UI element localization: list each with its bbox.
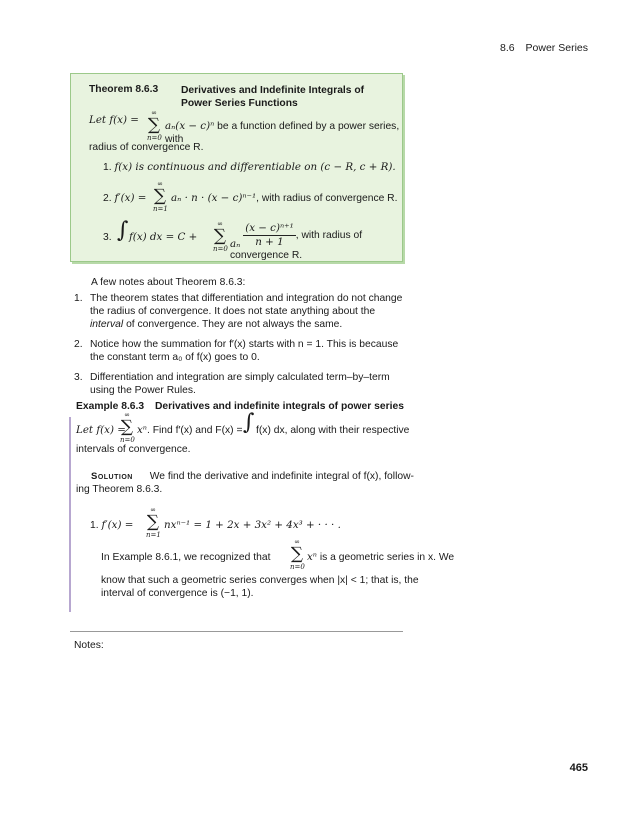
item-lhs: f(x) dx = C + [129, 231, 198, 243]
integral-sign-icon: ∫ [243, 410, 255, 435]
sum-lower: n=1 [153, 205, 168, 213]
sum-sign: ∑ [147, 115, 161, 135]
theorem-title: Derivatives and Indefinite Integrals of Power Series Functions [181, 85, 365, 109]
fraction-numerator: (x − c)ⁿ⁺¹ [245, 222, 294, 234]
notes-list [74, 292, 404, 404]
item-term: aₙ · n · (x − c)ⁿ⁻¹ [171, 192, 257, 204]
page-number: 465 [569, 762, 588, 774]
theorem-item-3-sum [213, 220, 227, 253]
theorem-item-3-lhs [129, 231, 197, 244]
item-coef: aₙ [230, 238, 241, 251]
example-title: Derivatives and indefinite integrals of power series [155, 401, 404, 412]
theorem-label: Theorem 8.6.3 [89, 84, 159, 95]
item-number: 3. [74, 372, 83, 383]
step-1-rhs: nxⁿ⁻¹ = 1 + 2x + 3x² + 4x³ + · · · . [164, 519, 341, 531]
step-1-sum [146, 506, 160, 539]
step-1-paragraph-a: In Example 8.6.1, we recognized that [101, 552, 271, 563]
item-fraction [243, 222, 296, 249]
list-item [74, 292, 404, 331]
item-text: f(x) is continuous and differentiable on (c − R, c + R). [114, 161, 396, 173]
sum-upper: ∞ [157, 180, 163, 188]
example-stmt-tail: intervals of convergence. [76, 444, 191, 455]
sum-upper: ∞ [124, 411, 130, 419]
theorem-intro-radius: radius of convergence R. [89, 142, 204, 153]
item-lhs: f′(x) = [114, 192, 147, 204]
sum-lower: n=0 [147, 134, 162, 142]
sum-sign: ∑ [213, 226, 227, 246]
item-number: 2. [74, 339, 83, 350]
example-stmt-mid: xⁿ. Find f′(x) and F(x) = [137, 424, 243, 436]
example-stmt-end: f(x) dx, along with their respective [256, 425, 410, 436]
theorem-item-3-rest [230, 222, 402, 262]
item-number: 3. [103, 232, 112, 243]
theorem-intro-line [89, 114, 139, 127]
sum-upper: ∞ [151, 109, 157, 117]
theorem-item-2-rest [171, 192, 397, 205]
step-1-paragraph-c: know that such a geometric series converges when |x| < 1; that is, the [101, 575, 419, 586]
solution-text-2: ing Theorem 8.6.3. [76, 484, 163, 495]
sum-upper: ∞ [294, 538, 300, 546]
item-rest: , with radius of convergence R. [230, 230, 363, 261]
theorem-intro-sum [147, 109, 161, 142]
item-text: Differentiation and integration are simply calculated term–by–term using the Power Rules. [90, 372, 390, 396]
list-item [74, 371, 404, 397]
theorem-intro-lhs: Let f(x) = [89, 114, 139, 126]
item-text: The theorem states that differentiation and integration do not change the radius of convergence. It does not state anything about the interval of convergence. They are not always the same. [90, 293, 403, 330]
running-header [492, 42, 588, 54]
step-1-paragraph-sum [290, 538, 304, 571]
example-label: Example 8.6.3 [76, 401, 145, 412]
sum-lower: n=0 [213, 245, 228, 253]
sum-lower: n=1 [146, 531, 161, 539]
theorem-item-1 [103, 161, 396, 174]
theorem-intro-term: aₙ(x − c)ⁿ [165, 120, 215, 132]
item-number: 2. [103, 193, 112, 204]
notes-label: Notes: [74, 640, 104, 651]
example-sidebar-rule [69, 417, 71, 612]
sum-lower: n=0 [120, 436, 135, 444]
list-item [74, 338, 404, 364]
example-stmt-lhs: Let f(x) = [76, 424, 126, 436]
sum-upper: ∞ [217, 220, 223, 228]
notes-divider [70, 631, 403, 632]
theorem-item-3 [103, 231, 112, 244]
sum-lower: n=0 [290, 563, 305, 571]
example-stmt-sum [120, 411, 134, 444]
item-text: Notice how the summation for f′(x) starts with n = 1. This is because the constant term a₀ of f(x) goes to 0. [90, 339, 399, 363]
sum-sign: ∑ [146, 512, 160, 532]
step-1-lhs: 1. f′(x) = [90, 519, 134, 531]
notes-intro: A few notes about Theorem 8.6.3: [91, 277, 246, 288]
solution-text: We find the derivative and indefinite integral of f(x), follow- [149, 471, 414, 482]
item-number: 1. [74, 293, 83, 304]
integral-sign-icon: ∫ [117, 218, 129, 243]
fraction-denominator: n + 1 [255, 236, 284, 248]
theorem-item-2-sum [153, 180, 167, 213]
theorem-item-2 [103, 192, 146, 205]
section-number: 8.6 [500, 42, 515, 54]
sum-sign: ∑ [290, 544, 304, 564]
sum-sign: ∑ [153, 186, 167, 206]
section-title: Power Series [525, 42, 588, 54]
item-rest: , with radius of convergence R. [256, 193, 398, 204]
theorem-box [70, 73, 403, 262]
solution-paragraph [91, 470, 414, 483]
solution-label: Solution [91, 471, 133, 482]
step-1-paragraph-d: interval of convergence is (−1, 1). [101, 588, 254, 599]
sum-sign: ∑ [120, 417, 134, 437]
step-1-paragraph-b: xⁿ is a geometric series in x. We [307, 551, 455, 563]
item-number: 1. [103, 162, 112, 173]
sum-upper: ∞ [150, 506, 156, 514]
theorem-intro-text: be a function defined by a power series, with [165, 121, 400, 145]
